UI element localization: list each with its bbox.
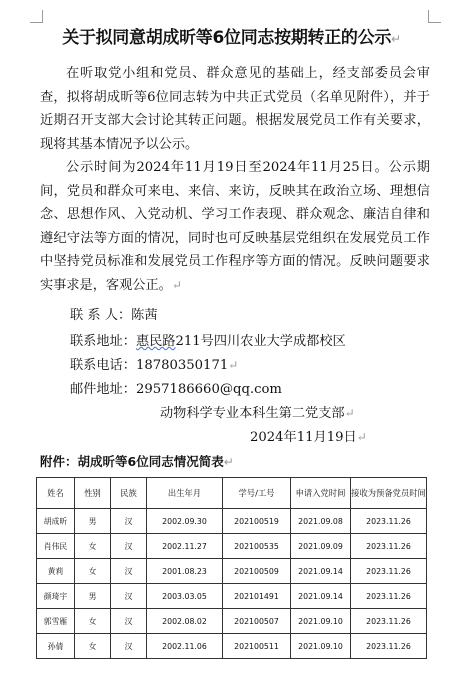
signature-date	[250, 426, 367, 445]
table-cell: 2021.09.14	[291, 584, 351, 609]
table-row	[37, 584, 427, 609]
crop-mark-top-right	[428, 10, 441, 23]
paragraph-mark-icon: ↵	[344, 406, 355, 420]
table-cell: 汉	[111, 609, 147, 634]
paragraph-mark-icon: ↵	[356, 430, 367, 444]
contact-person-label: 联 系 人：	[70, 308, 132, 323]
table-cell: 202100535	[223, 534, 291, 559]
table-cell: 2021.09.08	[291, 509, 351, 534]
paragraph-mark-icon: ↵	[171, 277, 182, 292]
table-cell: 2023.11.26	[351, 584, 427, 609]
contact-email-line	[70, 378, 282, 397]
table-row	[37, 634, 427, 659]
contact-phone-line	[70, 354, 238, 373]
table-cell: 2023.11.26	[351, 609, 427, 634]
table-cell: 黄莉	[37, 559, 75, 584]
table-cell: 2021.09.10	[291, 609, 351, 634]
signature-organization	[160, 402, 355, 421]
table-cell: 2002.11.27	[147, 534, 223, 559]
table-header-cell: 出生年月	[147, 478, 223, 509]
table-cell: 2021.09.09	[291, 534, 351, 559]
table-cell: 2003.03.05	[147, 584, 223, 609]
table-row	[37, 609, 427, 634]
table-cell: 女	[75, 559, 111, 584]
contact-phone-label: 联系电话：	[70, 358, 136, 373]
paragraph-mark-icon: ↵	[228, 358, 239, 372]
table-cell: 郭雪雁	[37, 609, 75, 634]
document-title	[0, 23, 463, 48]
table-cell: 肖伟民	[37, 534, 75, 559]
table-cell: 2002.11.06	[147, 634, 223, 659]
table-header-cell: 性别	[75, 478, 111, 509]
table-cell: 汉	[111, 509, 147, 534]
table-header-cell: 民族	[111, 478, 147, 509]
appendix-title	[40, 452, 234, 470]
appendix-title-text: 附件：胡成昕等6位同志情况简表	[40, 454, 224, 469]
table-cell: 男	[75, 584, 111, 609]
table-cell: 2001.08.23	[147, 559, 223, 584]
table-cell: 女	[75, 609, 111, 634]
table-row	[37, 559, 427, 584]
table-cell: 2021.09.14	[291, 559, 351, 584]
table-cell: 2021.09.10	[291, 634, 351, 659]
signature-date-text: 2024年11月19日	[250, 430, 357, 445]
table-row	[37, 509, 427, 534]
table-cell: 2023.11.26	[351, 634, 427, 659]
table-header-cell: 姓名	[37, 478, 75, 509]
table-header-cell: 学号/工号	[223, 478, 291, 509]
table-cell: 202100519	[223, 509, 291, 534]
table-cell: 2023.11.26	[351, 534, 427, 559]
table-cell: 汉	[111, 534, 147, 559]
table-header-cell: 申请入党时间	[291, 478, 351, 509]
table-cell: 202100509	[223, 559, 291, 584]
contact-email-label: 邮件地址：	[70, 382, 136, 397]
document-title-text: 关于拟同意胡成昕等6位同志按期转正的公示	[62, 28, 392, 48]
paragraph-notice-period-text: 公示时间为2024年11月19日至2024年11月25日。公示期间，党员和群众可来电、来信、来访，反映其在政治立场、理想信念、思想作风、入党动机、学习工作表现、群众观念、廉洁自律和遵纪守法等方面的情况，同时也可反映基层党组织在发展党员工作中坚持党员标准和发展党员工作程序等方面的情况。反映问题要求实事求是，客观公正。	[40, 160, 430, 293]
table-cell: 2023.11.26	[351, 559, 427, 584]
table-cell: 女	[75, 634, 111, 659]
contact-email-value[interactable]: 2957186660@qq.com	[135, 382, 282, 397]
table-cell: 胡成昕	[37, 509, 75, 534]
paragraph-mark-icon: ↵	[223, 455, 234, 469]
table-header-row	[37, 478, 427, 509]
paragraph-notice-period	[40, 156, 430, 297]
table-cell: 汉	[111, 559, 147, 584]
table-header-cell: 接收为预备党员时间	[351, 478, 427, 509]
contact-address-label: 联系地址：	[70, 334, 136, 349]
paragraph-intro-text: 在听取党小组和党员、群众意见的基础上，经支部委员会审查，拟将胡成昕等6位同志转为中共正式党员（名单见附件），并于近期召开支部大会讨论其转正问题。根据发展党员工作有关要求，现将其基本情况予以公示。	[40, 66, 430, 152]
table-cell: 孙倩	[37, 634, 75, 659]
table-cell: 2023.11.26	[351, 509, 427, 534]
table-cell: 男	[75, 509, 111, 534]
table-cell: 汉	[111, 584, 147, 609]
table-cell: 2002.09.30	[147, 509, 223, 534]
paragraph-intro	[40, 62, 430, 156]
table-cell: 汉	[111, 634, 147, 659]
contact-address-line	[70, 330, 346, 349]
table-cell: 女	[75, 534, 111, 559]
table-cell: 202100507	[223, 609, 291, 634]
table-cell: 颜琦宇	[37, 584, 75, 609]
member-info-table	[36, 477, 427, 659]
contact-person-value: 陈茜	[131, 308, 158, 323]
table-row	[37, 534, 427, 559]
table-cell: 2002.08.02	[147, 609, 223, 634]
contact-person-line	[70, 304, 158, 323]
crop-mark-top-left	[30, 10, 43, 23]
contact-address-prefix: 惠民路	[135, 334, 176, 349]
signature-organization-text: 动物科学专业本科生第二党支部	[160, 406, 345, 421]
paragraph-mark-icon: ↵	[391, 32, 401, 46]
table-cell: 202100511	[223, 634, 291, 659]
contact-address-value: 211号四川农业大学成都校区	[175, 334, 346, 349]
contact-phone-value: 18780350171	[135, 358, 229, 373]
table-cell: 202101491	[223, 584, 291, 609]
